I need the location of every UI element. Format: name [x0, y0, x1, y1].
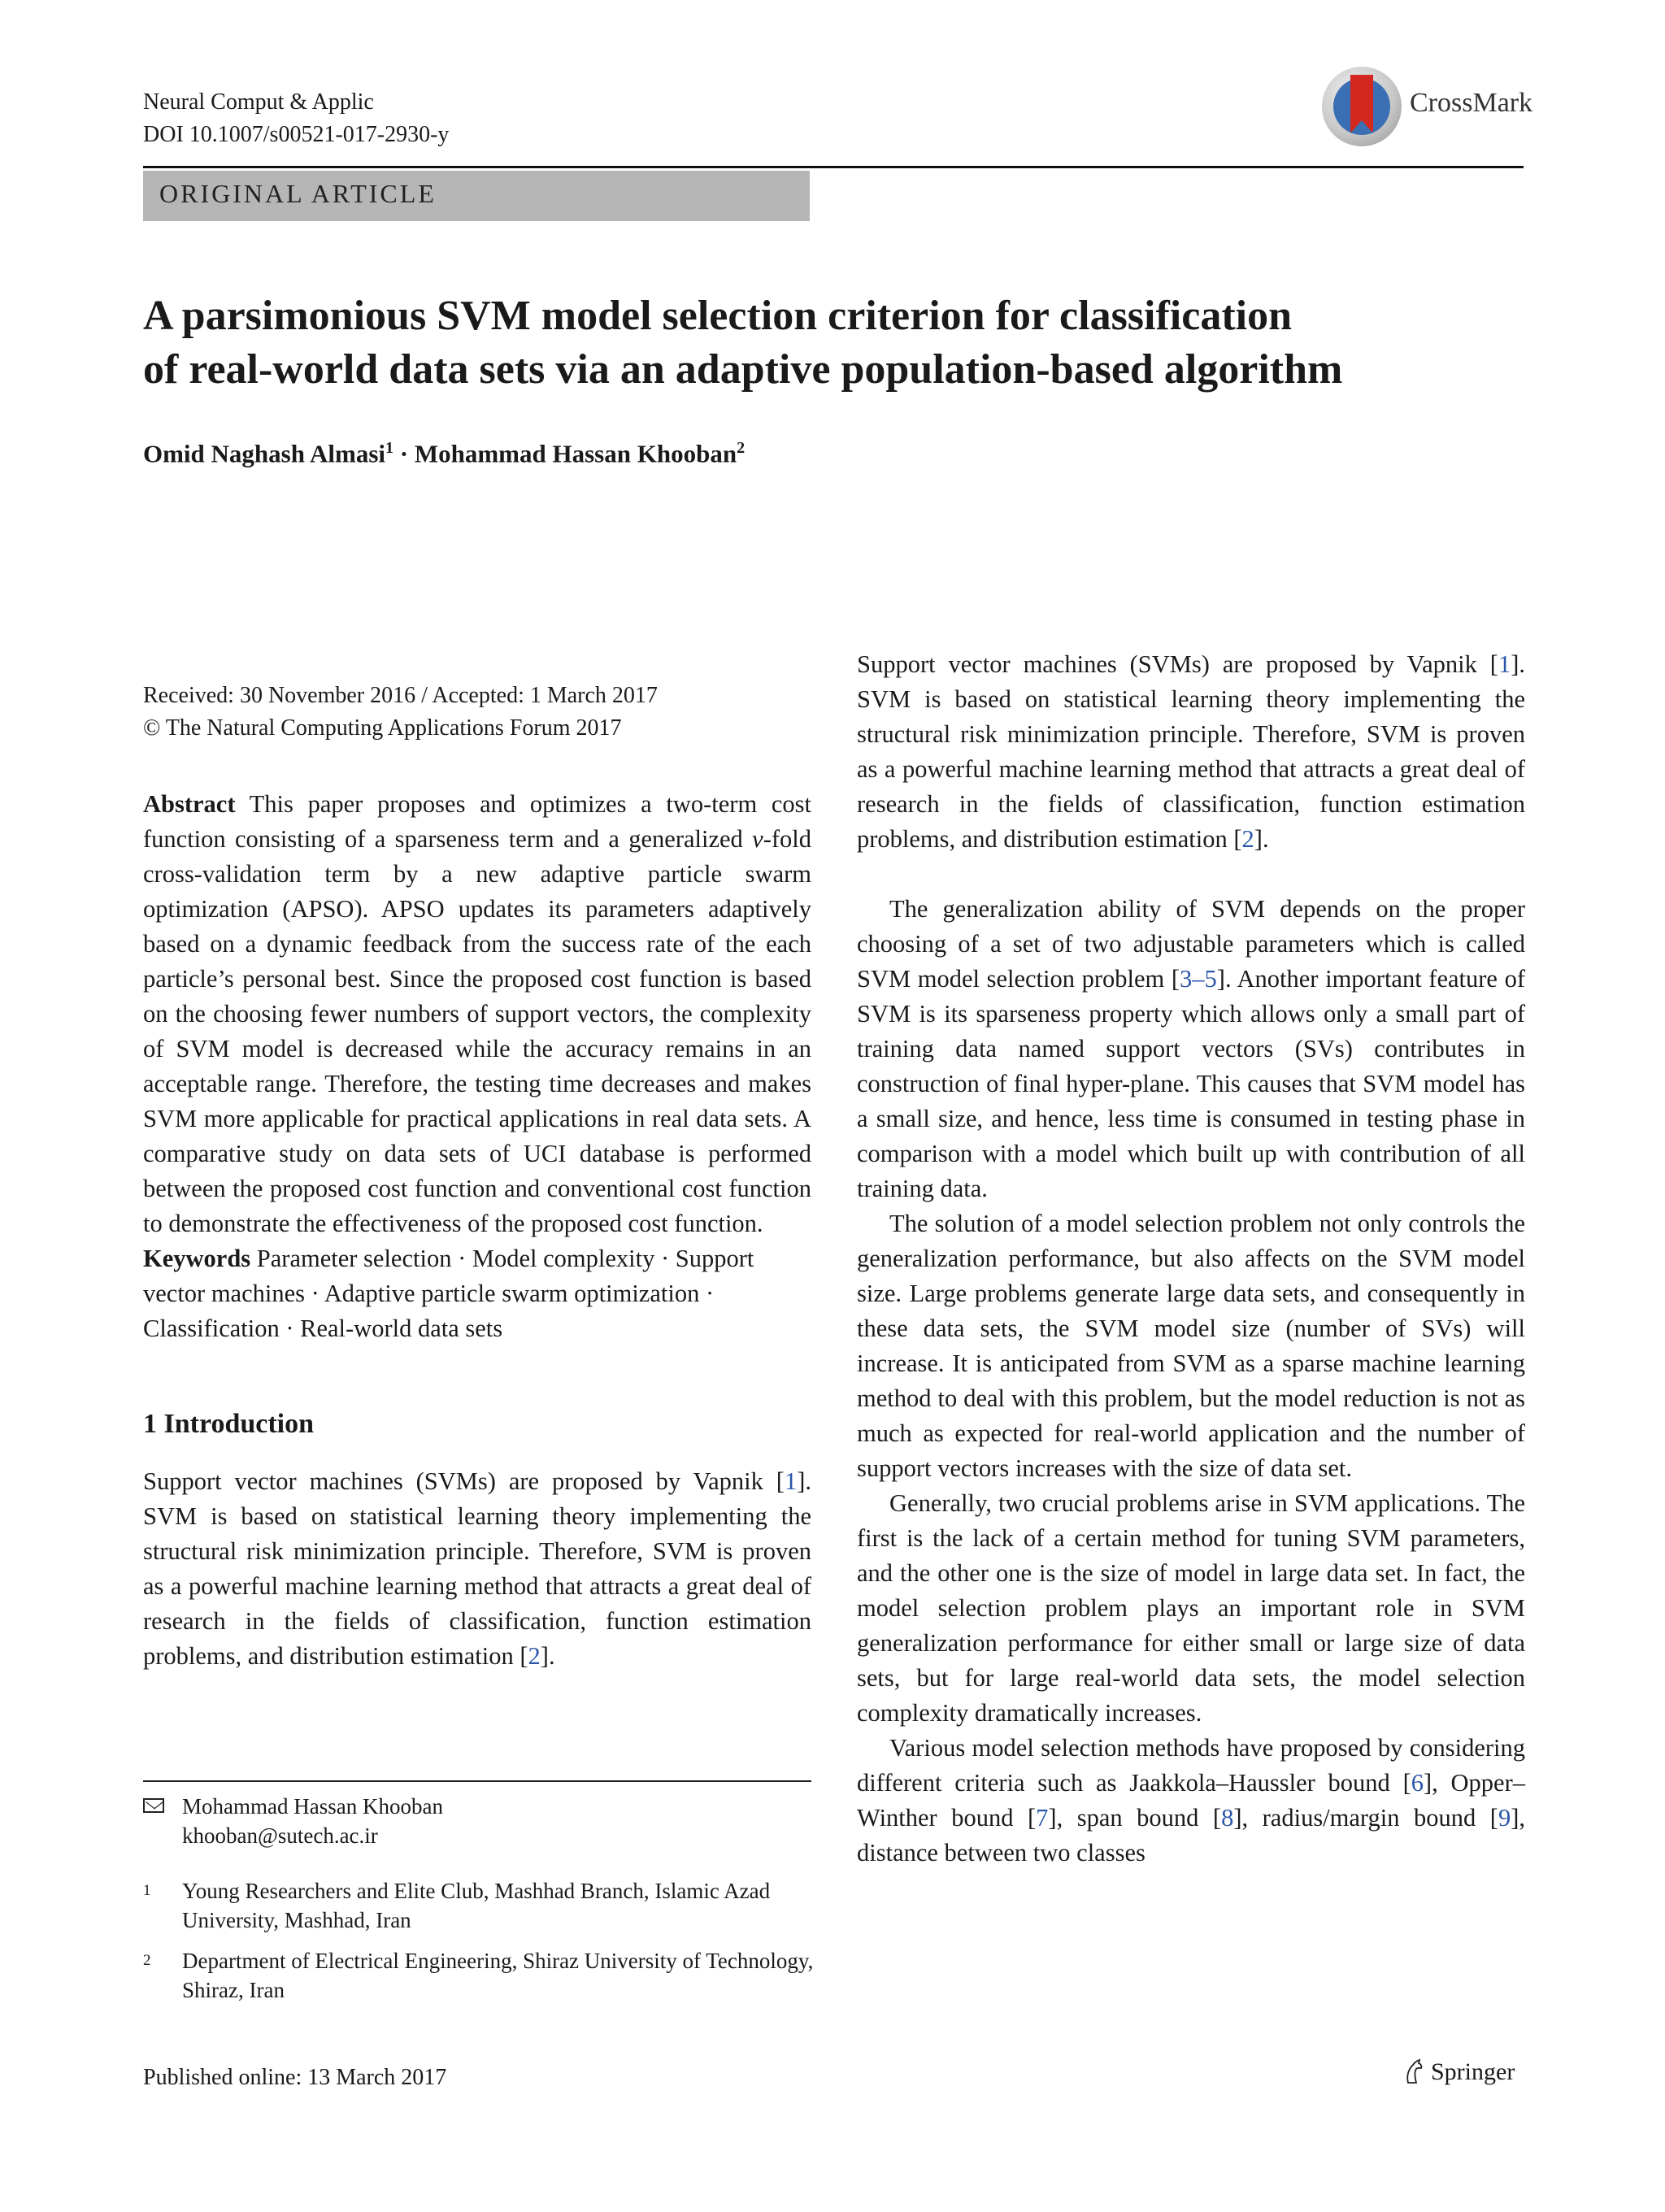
publisher-logo [1403, 2058, 1515, 2086]
copyright-line: © The Natural Computing Applications Forum 2017 [143, 715, 622, 741]
affiliation-marker: 2 [143, 1952, 151, 1969]
affiliation-text: Department of Electrical Engineering, Shiraz University of Technology, Shiraz, Iran [182, 1949, 814, 2002]
author-name: Omid Naghash Almasi [143, 439, 386, 468]
crossmark-badge[interactable] [1322, 67, 1533, 148]
keywords-label: Keywords [143, 1245, 251, 1272]
paper-title-line1: A parsimonious SVM model selection criterion for classification [143, 293, 1293, 339]
springer-horse-icon [1403, 2058, 1424, 2084]
citation-link[interactable]: 7 [1036, 1804, 1049, 1832]
journal-header [143, 86, 449, 151]
keywords-list: Parameter selection · Model complexity · Support vector machines · Adaptive particle swarm optimization · Classification · Real-world data sets [143, 1245, 754, 1342]
affiliation-marker: 2 [737, 439, 746, 457]
citation-link[interactable]: 8 [1221, 1804, 1234, 1832]
intro-paragraph-3: The solution of a model selection problem not only controls the generalization performance, but also affects on the SVM model size. Large problems generate large data sets, and consequently in these data sets, the SVM model size (number of SVs) will increase. It is anticipated from SVM as a sparse machine learning method to deal with this problem, but the model reduction is not as much as expected for real-world application and the number of support vectors increases with the size of data set. [857, 1210, 1525, 1482]
paper-title [143, 289, 1541, 397]
journal-name: Neural Comput & Applic [143, 89, 374, 115]
contact-name: Mohammad Hassan Khooban [182, 1794, 443, 1819]
article-dates [143, 680, 875, 745]
citation-link[interactable]: 2 [528, 1642, 541, 1670]
publisher-name: Springer [1431, 2058, 1515, 2085]
right-column [857, 650, 1525, 1871]
citation-link[interactable]: 2 [1241, 825, 1254, 853]
doi: DOI 10.1007/s00521-017-2930-y [143, 122, 450, 147]
author-name: Mohammad Hassan Khooban [414, 439, 737, 468]
citation-link[interactable]: 9 [1498, 1804, 1511, 1832]
article-type-label: ORIGINAL ARTICLE [159, 179, 437, 208]
affiliation-marker: 1 [385, 439, 394, 457]
intro-paragraph-5: Various model selection methods have proposed by considering different criteria such as Jaakkola–Haussler bound [6], Opper–Winther bound [7], span bound [8], radius/margin bound [9], distance between two classes [857, 1734, 1525, 1867]
abstract-label: Abstract [143, 790, 236, 818]
affiliation-marker: 1 [143, 1882, 151, 1899]
intro-paragraph-4: Generally, two crucial problems arise in SVM applications. The first is the lack of a certain method for tuning SVM parameters, and the other one is the size of model in large data set. In fact, the model selection problem plays an important role in SVM generalization performance for either small or large size of data sets, but for large real-world data sets, the model selection complexity dramatically increases. [857, 1489, 1525, 1727]
header-rule [143, 166, 1524, 168]
paper-title-line2: of real-world data sets via an adaptive population-based algorithm [143, 346, 1343, 393]
citation-link[interactable]: 3–5 [1180, 965, 1217, 993]
intro-paragraph-1: Support vector machines (SVMs) are proposed by Vapnik [1]. SVM is based on statistical learning theory implementing the structural risk minimization principle. Therefore, SVM is proven as a powerful machine learning method that attracts a great deal of research in the fields of classification, function estimation problems, and distribution estimation [2]. [143, 1467, 811, 1670]
citation-link[interactable]: 1 [784, 1467, 798, 1495]
author-list [143, 439, 745, 468]
footnote-rule [143, 1780, 811, 1782]
section-heading-introduction: 1 Introduction [143, 1409, 315, 1439]
crossmark-icon [1322, 67, 1402, 146]
envelope-icon [143, 1798, 164, 1813]
intro-paragraph-1-continued: Support vector machines (SVMs) are proposed by Vapnik [1]. SVM is based on statistical learning theory implementing the structural risk minimization principle. Therefore, SVM is proven as a powerful machine learning method that attracts a great deal of research in the fields of classification, function estimation problems, and distribution estimation [2]. [857, 650, 1525, 853]
contact-email-link[interactable]: khooban@sutech.ac.ir [182, 1823, 378, 1848]
left-column [143, 787, 812, 1670]
affiliation-text: Young Researchers and Elite Club, Mashhad Branch, Islamic Azad University, Mashhad, Iran [182, 1879, 771, 1932]
citation-link[interactable]: 1 [1498, 650, 1511, 678]
author-separator: · [393, 439, 415, 468]
intro-paragraph-2: The generalization ability of SVM depends on the proper choosing of a set of two adjustable parameters which is called SVM model selection problem [3–5]. Another important feature of SVM is its sparseness property which allows only a small part of training data named support vectors (SVs) contributes in construction of final hyper-plane. This causes that SVM model has a small size, and hence, less time is consumed in testing phase in comparison with a model which built up with contribution of all training data. [857, 895, 1525, 1202]
citation-link[interactable]: 6 [1411, 1769, 1424, 1797]
keywords [143, 1241, 811, 1346]
published-online: Published online: 13 March 2017 [143, 2065, 447, 2090]
crossmark-label: CrossMark [1410, 88, 1533, 118]
received-accepted: Received: 30 November 2016 / Accepted: 1 March 2017 [143, 683, 658, 708]
abstract: Abstract This paper proposes and optimizes a two-term cost function consisting of a sparseness term and a generalized v-fold cross-validation term by a new adaptive particle swarm optimization (APSO). APSO updates its parameters adaptively based on a dynamic feedback from the success rate of the each particle’s personal best. Since the proposed cost function is based on the choosing fewer numbers of support vectors, the complexity of SVM model is decreased while the accuracy remains in an acceptable range. Therefore, the testing time decreases and makes SVM more applicable for practical applications in real data sets. A comparative study on data sets of UCI database is performed between the proposed cost function and conventional cost function to demonstrate the effectiveness of the proposed cost function. [143, 790, 812, 1237]
